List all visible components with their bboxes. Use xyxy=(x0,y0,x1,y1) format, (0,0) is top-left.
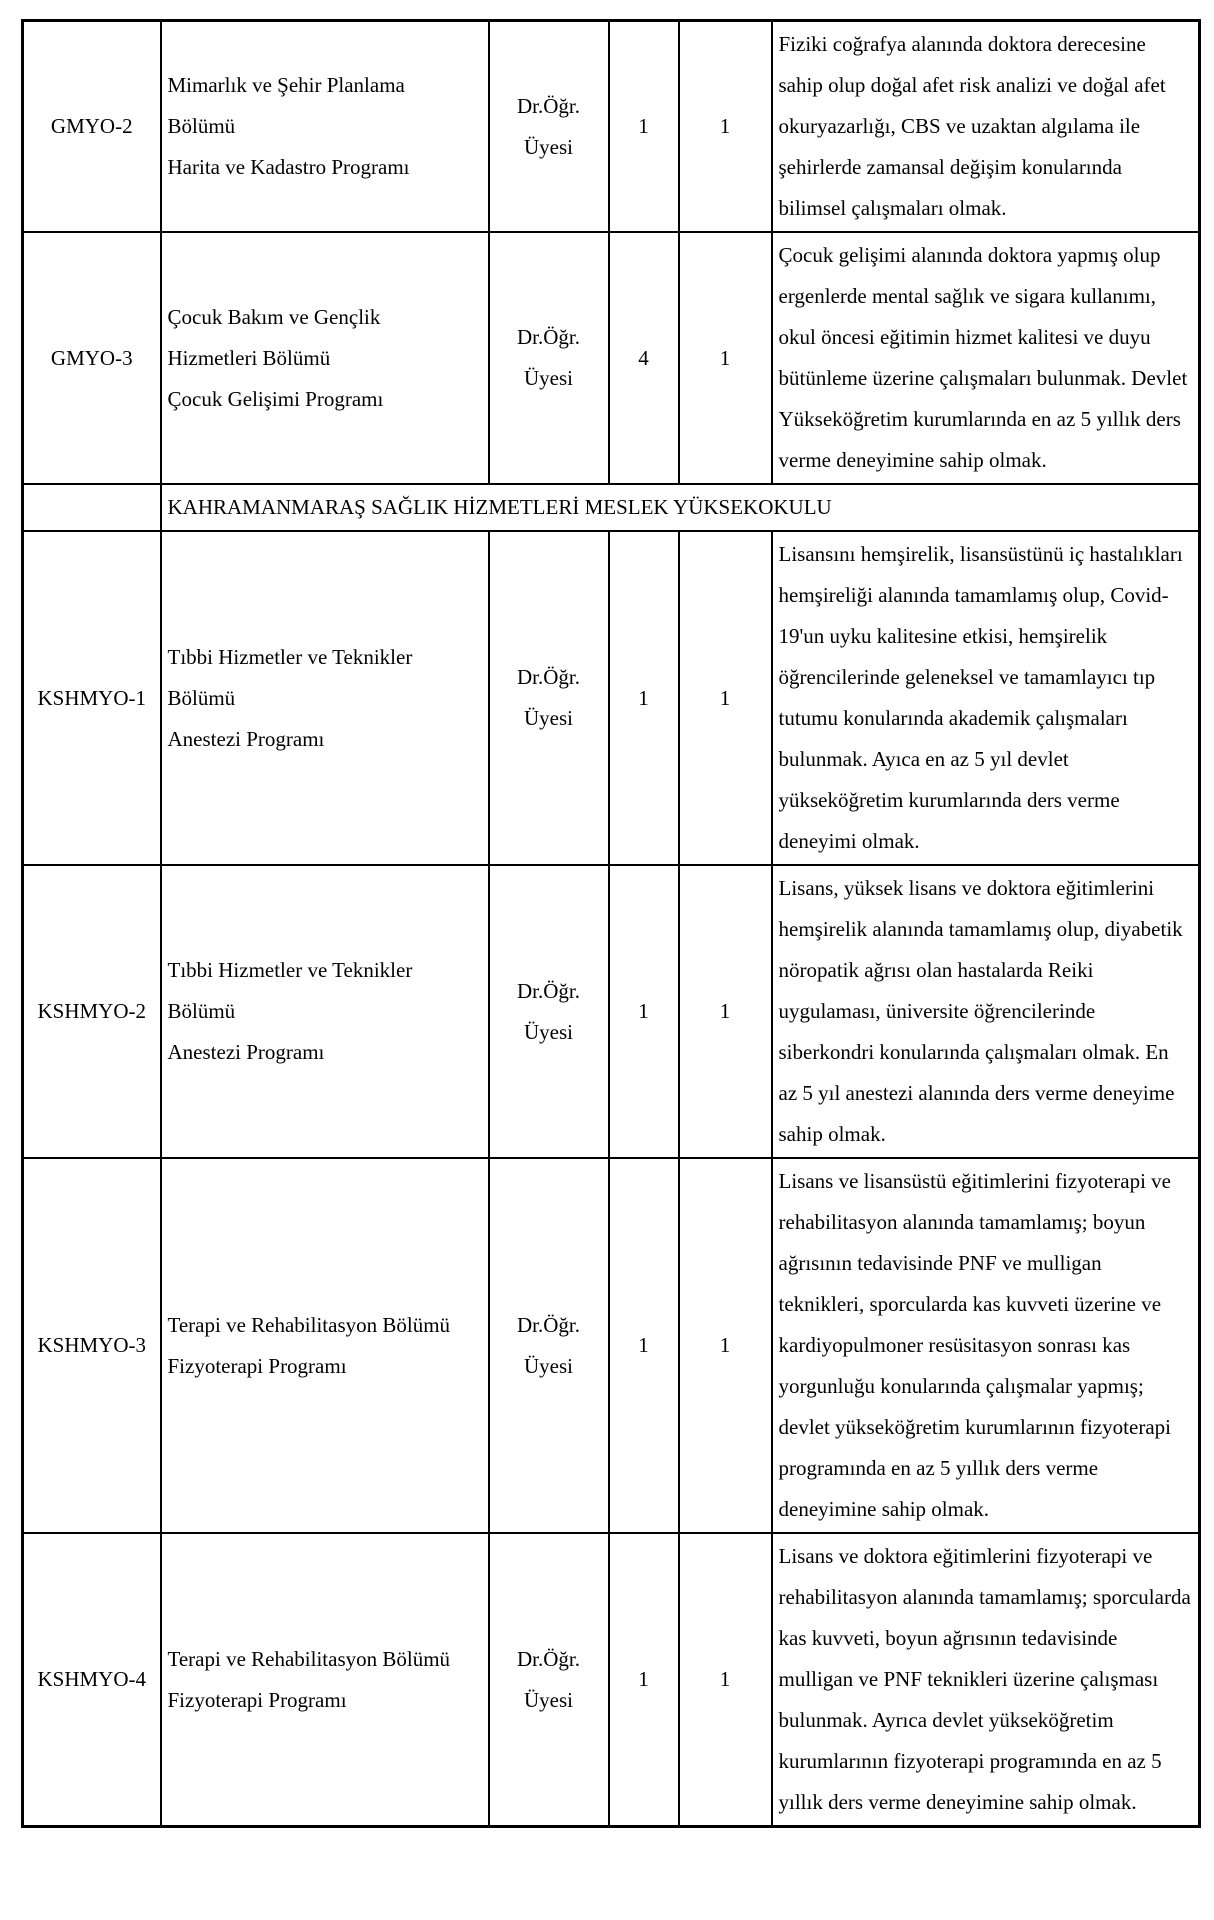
number-cell-2: 1 xyxy=(679,865,772,1158)
position-code-cell: KSHMYO-3 xyxy=(23,1158,161,1533)
text-line: Terapi ve Rehabilitasyon Bölümü xyxy=(167,1312,451,1337)
text-line: Üyesi xyxy=(524,706,573,730)
academic-title-cell xyxy=(489,865,609,1158)
requirements-cell: Çocuk gelişimi alanında doktora yapmış olup ergenlerde mental sağlık ve sigara kullanımı, okul öncesi eğitimin hizmet kalitesi ve duyu bütünleme üzerine çalışmaları bulunmak. Devlet Yükseköğretim kurumlarında en az 5 yıllık ders verme deneyimine sahip olmak. xyxy=(772,232,1200,484)
academic-title-cell xyxy=(489,1158,609,1533)
text-line: Dr.Öğr. xyxy=(517,1646,580,1671)
text-line: Dr.Öğr. xyxy=(517,978,580,1003)
requirements-cell: Lisans ve lisansüstü eğitimlerini fizyoterapi ve rehabilitasyon alanında tamamlamış; boyun ağrısının tedavisinde PNF ve mulligan teknikleri, sporcularda kas kuvveti üzerine ve kardiyopulmoner resüsitasyon sonrası kas yorgunluğu konularında çalışmalar yapmış; devlet yükseköğretim kurumlarının fizyoterapi programında en az 5 yıllık ders verme deneyimine sahip olmak. xyxy=(772,1158,1200,1533)
department-program-cell xyxy=(161,1533,489,1827)
academic-title-cell xyxy=(489,531,609,865)
number-cell-1: 1 xyxy=(609,865,679,1158)
number-cell-1: 1 xyxy=(609,1533,679,1827)
requirements-cell: Lisans, yüksek lisans ve doktora eğitimlerini hemşirelik alanında tamamlamış olup, diyabetik nöropatik ağrısı olan hastalarda Reiki uygulaması, üniversite öğrencilerinde siberkondri konularında çalışmaları olmak. En az 5 yıl anestezi alanında ders verme deneyime sahip olmak. xyxy=(772,865,1200,1158)
number-cell-2: 1 xyxy=(679,1158,772,1533)
number-cell-2: 1 xyxy=(679,531,772,865)
position-code-cell: KSHMYO-2 xyxy=(23,865,161,1158)
academic-title-cell xyxy=(489,21,609,233)
position-row xyxy=(23,21,1200,233)
text-line: Tıbbi Hizmetler ve Teknikler xyxy=(167,644,413,669)
text-line: Üyesi xyxy=(524,134,573,159)
text-line: Anestezi Programı xyxy=(167,1040,325,1064)
text-line: Fizyoterapi Programı xyxy=(167,1353,347,1378)
department-program-cell xyxy=(161,531,489,865)
position-row xyxy=(23,865,1200,1158)
requirements-cell: Lisans ve doktora eğitimlerini fizyoterapi ve rehabilitasyon alanında tamamlamış; sporcularda kas kuvveti, boyun ağrısının tedavisinde mulligan ve PNF teknikleri üzerine çalışması bulunmak. Ayrıca devlet yükseköğretim kurumlarının fizyoterapi programında en az 5 yıllık ders verme deneyimine sahip olmak. xyxy=(772,1533,1200,1827)
academic-title-cell xyxy=(489,1533,609,1827)
position-row xyxy=(23,232,1200,484)
text-line: Bölümü xyxy=(167,999,236,1023)
section-header-row xyxy=(23,484,1200,531)
department-program-cell xyxy=(161,21,489,233)
academic-title-cell xyxy=(489,232,609,484)
department-program-cell xyxy=(161,232,489,484)
number-cell-2: 1 xyxy=(679,1533,772,1827)
position-code-cell: KSHMYO-4 xyxy=(23,1533,161,1827)
requirements-cell: Fiziki coğrafya alanında doktora derecesine sahip olup doğal afet risk analizi ve doğal afet okuryazarlığı, CBS ve uzaktan algılama ile şehirlerde zamansal değişim konularında bilimsel çalışmaları olmak. xyxy=(772,21,1200,233)
text-line: Üyesi xyxy=(524,366,573,390)
text-line: Üyesi xyxy=(524,1687,573,1712)
text-line: Tıbbi Hizmetler ve Teknikler xyxy=(167,958,413,982)
requirements-cell: Lisansını hemşirelik, lisansüstünü iç hastalıkları hemşireliği alanında tamamlamış olup, Covid-19'un uyku kalitesine etkisi, hemşirelik öğrencilerinde geleneksel ve tamamlayıcı tıp tutumu konularında akademik çalışmaları bulunmak. Ayıca en az 5 yıl devlet yükseköğretim kurumlarında ders verme deneyimi olmak. xyxy=(772,531,1200,865)
text-line: Harita ve Kadastro Programı xyxy=(167,155,410,179)
position-row xyxy=(23,1158,1200,1533)
position-row xyxy=(23,531,1200,865)
positions-table-body xyxy=(23,21,1200,1827)
text-line: Üyesi xyxy=(524,1353,573,1378)
academic-positions-table xyxy=(21,19,1201,1828)
department-program-cell xyxy=(161,865,489,1158)
text-line: Fizyoterapi Programı xyxy=(167,1687,347,1712)
position-row xyxy=(23,1533,1200,1827)
text-line: Çocuk Bakım ve Gençlik xyxy=(167,304,381,329)
position-code-cell: KSHMYO-1 xyxy=(23,531,161,865)
section-spacer-cell xyxy=(23,484,161,531)
section-title-cell: KAHRAMANMARAŞ SAĞLIK HİZMETLERİ MESLEK YÜKSEKOKULU xyxy=(161,484,1200,531)
text-line: Terapi ve Rehabilitasyon Bölümü xyxy=(167,1646,451,1671)
text-line: Anestezi Programı xyxy=(167,726,325,751)
text-line: Dr.Öğr. xyxy=(517,325,580,349)
text-line: Çocuk Gelişimi Programı xyxy=(167,386,384,411)
text-line: Mimarlık ve Şehir Planlama xyxy=(167,73,405,97)
number-cell-1: 1 xyxy=(609,21,679,233)
number-cell-2: 1 xyxy=(679,21,772,233)
text-line: Üyesi xyxy=(524,1019,573,1044)
text-line: Hizmetleri Bölümü xyxy=(167,345,331,370)
number-cell-1: 1 xyxy=(609,1158,679,1533)
text-line: Dr.Öğr. xyxy=(517,1312,580,1337)
number-cell-1: 4 xyxy=(609,232,679,484)
text-line: Dr.Öğr. xyxy=(517,665,580,689)
text-line: Dr.Öğr. xyxy=(517,93,580,118)
position-code-cell: GMYO-2 xyxy=(23,21,161,233)
position-code-cell: GMYO-3 xyxy=(23,232,161,484)
number-cell-1: 1 xyxy=(609,531,679,865)
number-cell-2: 1 xyxy=(679,232,772,484)
text-line: Bölümü xyxy=(167,114,236,138)
department-program-cell xyxy=(161,1158,489,1533)
text-line: Bölümü xyxy=(167,685,236,710)
